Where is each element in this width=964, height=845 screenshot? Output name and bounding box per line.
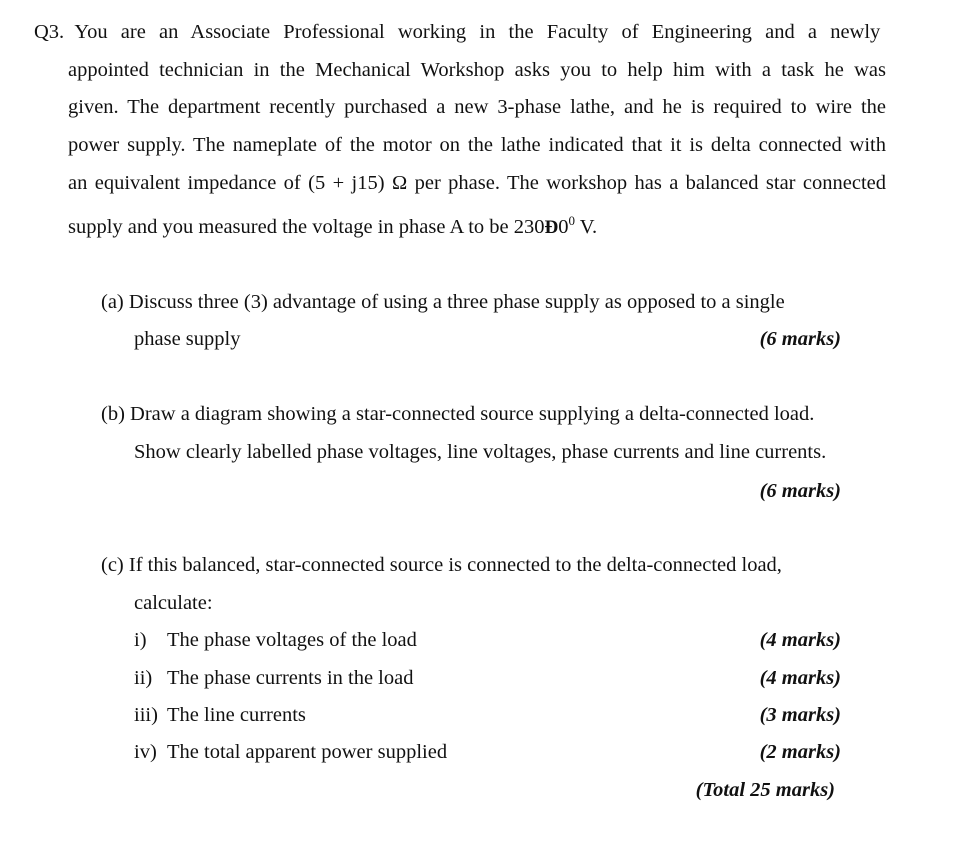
question-intro-line-1: You are an Associate Professional working in the Faculty of Engineering and a newly [74,21,881,43]
sub-item-text: The phase currents in the load [167,667,414,689]
part-b-marks: (6 marks) [759,480,841,502]
part-c-label: (c) [101,554,124,576]
part-c-text-2: calculate: [134,592,213,614]
part-a-text-1: Discuss three (3) advantage of using a three phase supply as opposed to a single [128,291,785,313]
sub-item-number: iv) [134,741,157,763]
sub-item-2 [134,666,413,690]
sub-item-number: iii) [134,704,158,726]
sub-item-1-marks: (4 marks) [759,629,841,651]
part-a-line-1 [101,290,785,314]
question-line-1 [34,20,886,44]
sub-item-1 [134,628,417,652]
angle-symbol: Ð [544,217,559,238]
sub-item-2-marks: (4 marks) [759,667,841,689]
part-b-text-2: Show clearly labelled phase voltages, line voltages, phase currents and line currents. [134,441,827,463]
sub-item-text: The line currents [167,704,306,726]
total-marks: (Total 25 marks) [695,779,835,801]
part-c-text-1: If this balanced, star-connected source is connected to the delta-connected load, [128,554,782,576]
sub-item-number: i) [134,629,147,651]
question-last-line-text: supply and you measured the voltage in phase A to be 230 [68,216,545,238]
sub-item-3-marks: (3 marks) [759,704,841,726]
sub-item-4 [134,740,447,764]
question-intro-line-6 [68,215,597,240]
sub-item-number: ii) [134,667,153,689]
question-intro-line-5: an equivalent impedance of (5 + j15) Ω per phase. The workshop has a balanced star connected [68,172,886,194]
sub-item-text: The phase voltages of the load [167,629,417,651]
sub-item-3 [134,703,306,727]
question-intro-line-2: appointed technician in the Mechanical Workshop asks you to help him with a task he was [68,59,886,81]
question-number: Q3. [34,21,65,43]
part-a-text-2: phase supply [134,328,241,350]
sub-item-text: The total apparent power supplied [167,741,448,763]
part-b-text-1: Draw a diagram showing a star-connected source supplying a delta-connected load. [130,403,815,425]
voltage-unit: V. [575,216,598,238]
question-intro-line-4: power supply. The nameplate of the motor on the lathe indicated that it is delta connected with [68,134,886,156]
degree-superscript: 0 [568,213,576,229]
part-c-line-1 [101,553,782,577]
angle-value: 0 [558,216,569,238]
sub-item-4-marks: (2 marks) [759,741,841,763]
part-b-label: (b) [101,403,125,425]
part-a-label: (a) [101,291,124,313]
part-a-marks: (6 marks) [759,328,841,350]
question-intro-line-3: given. The department recently purchased a new 3-phase lathe, and he is required to wire the [68,96,886,118]
part-b-line-1 [101,402,814,426]
